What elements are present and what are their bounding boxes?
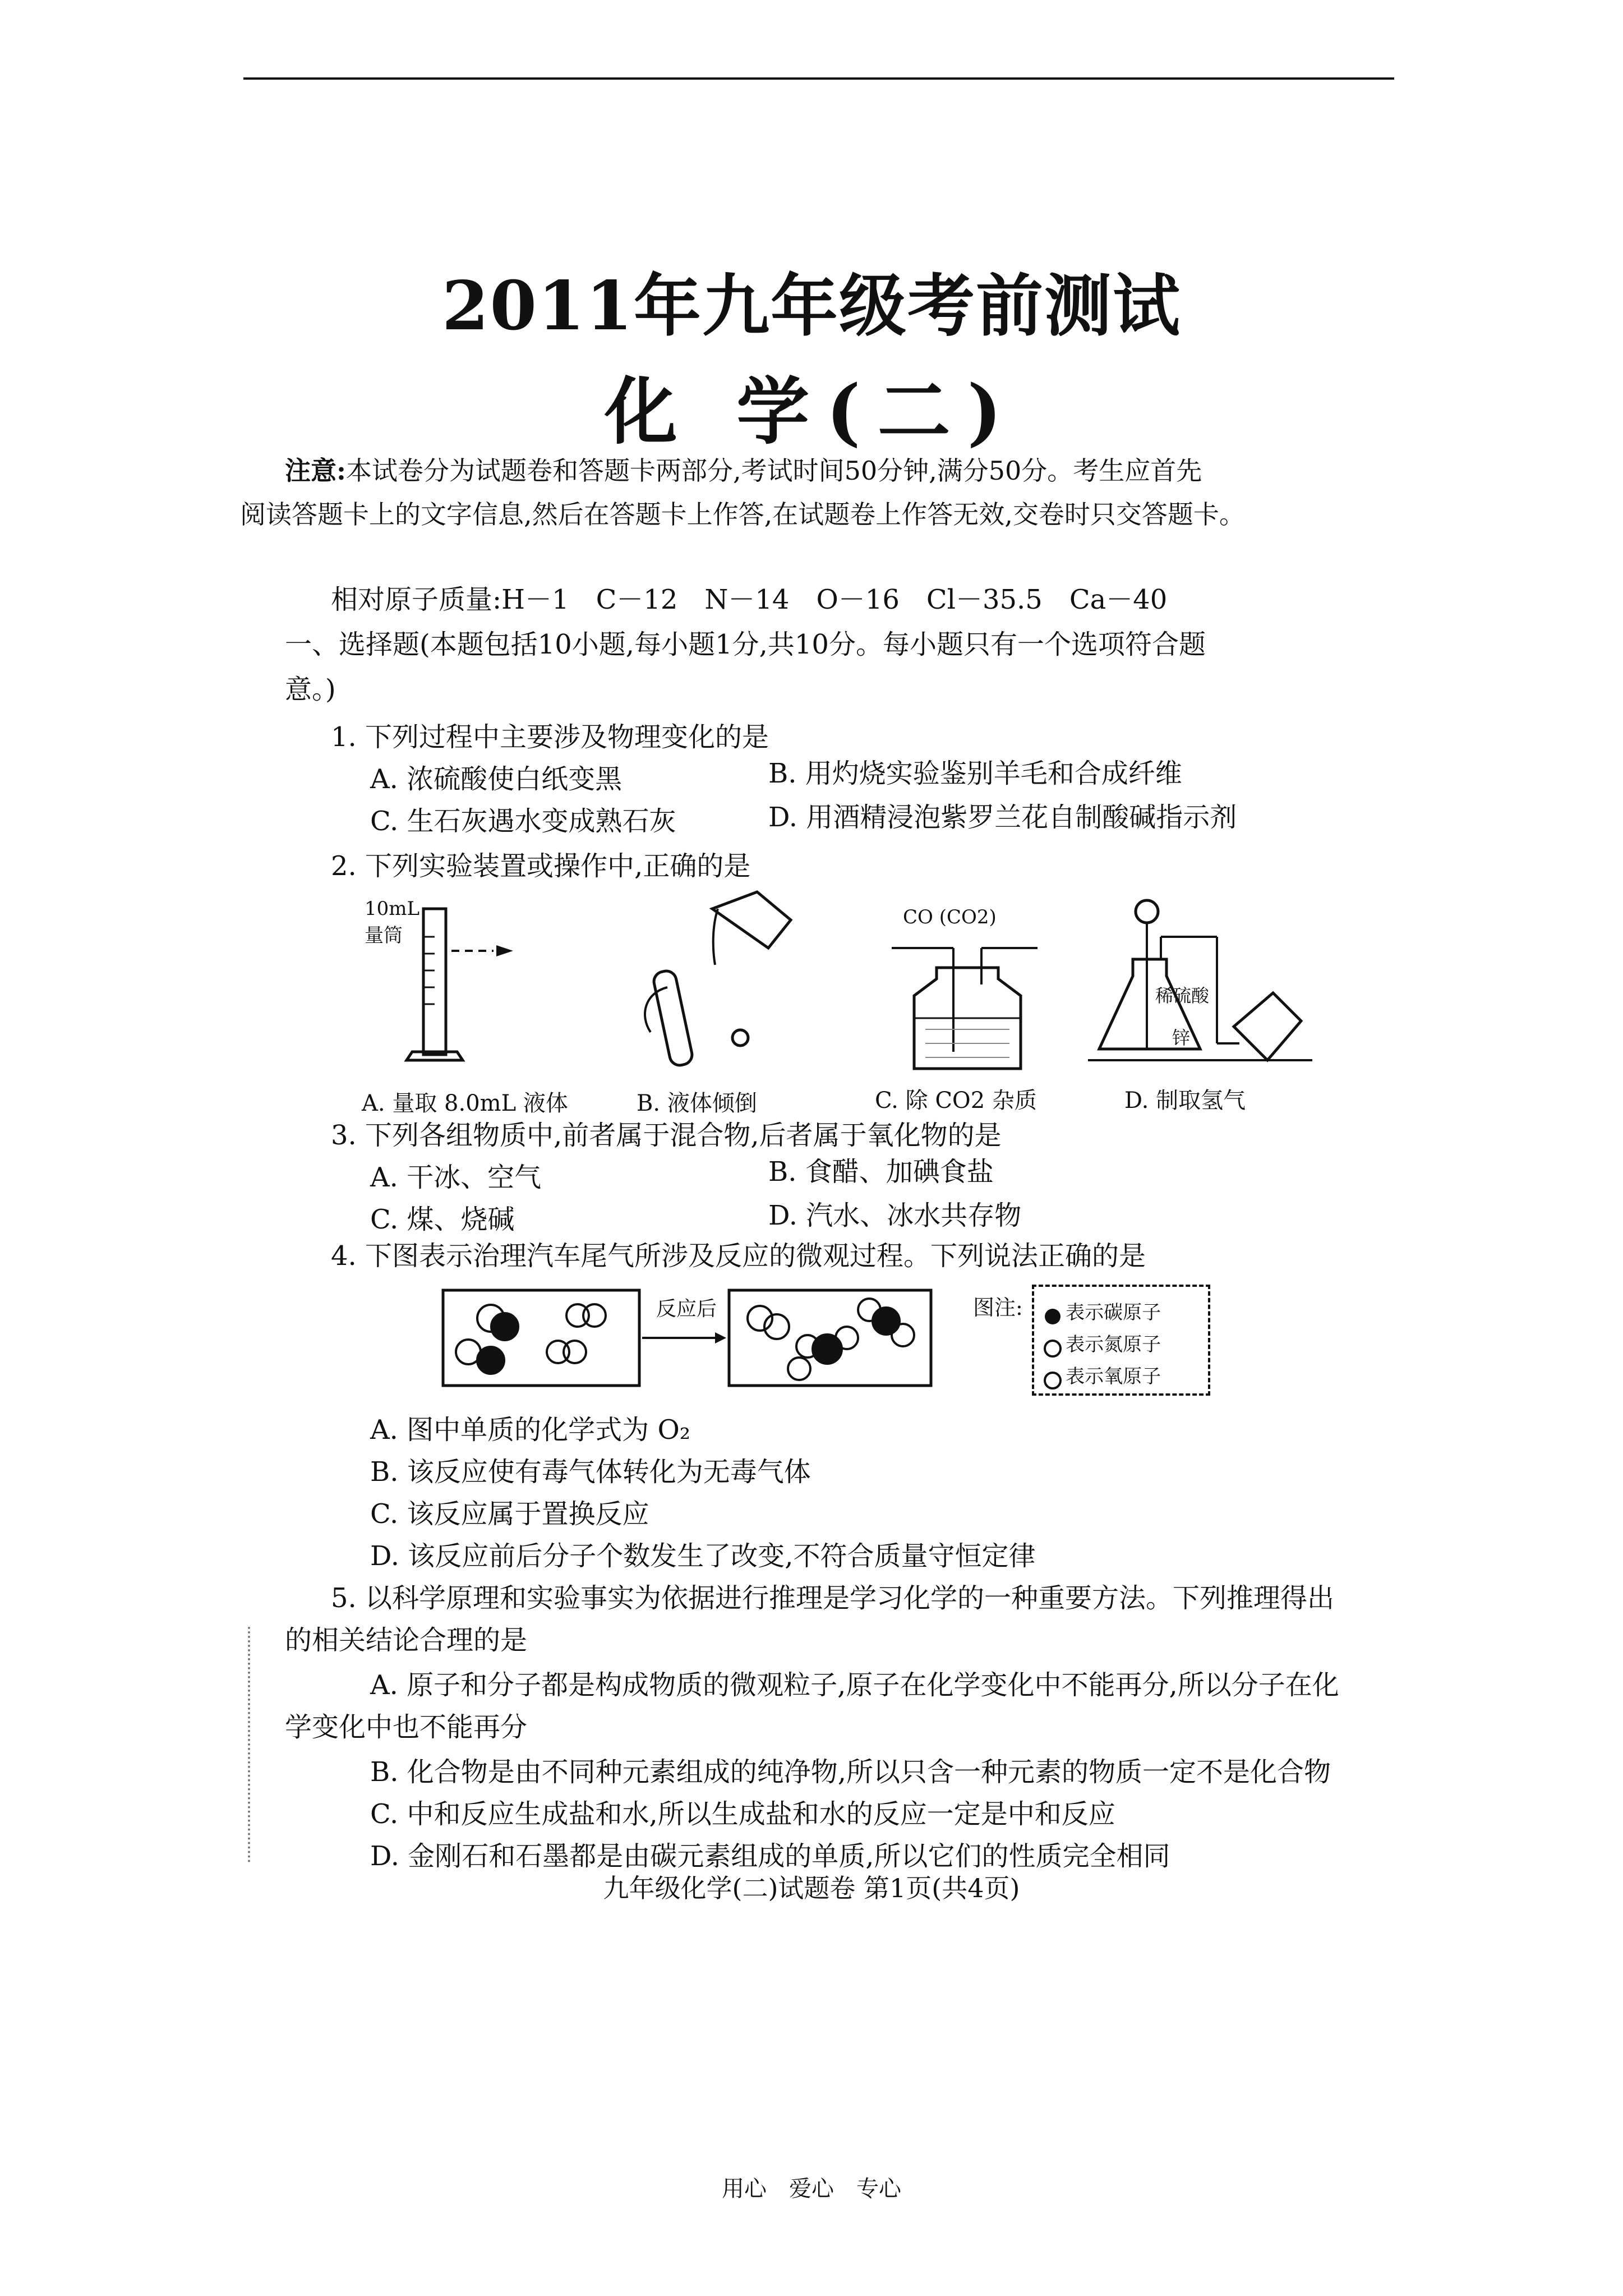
exam-subtitle: 化 学(二): [604, 369, 1019, 454]
nitrogen-atom-icon: [1043, 1338, 1063, 1359]
q5-stem-cont: 的相关结论合理的是: [285, 1625, 528, 1656]
legend-oxygen: [1043, 1361, 1161, 1391]
q5-stem: 5. 以科学原理和实验事实为依据进行推理是学习化学的一种重要方法。下列推理得出: [331, 1582, 1335, 1614]
gas-washing-bottle-icon: [869, 906, 1082, 1074]
q5-option-a: A. 原子和分子都是构成物质的微观粒子,原子在化学变化中不能再分,所以分子在化: [370, 1669, 1339, 1701]
exam-title: 2011年九年级考前测试: [442, 266, 1181, 346]
bottom-slogan: 用心 爱心 专心: [722, 2176, 901, 2202]
q5-option-d: D. 金刚石和石墨都是由碳元素组成的单质,所以它们的性质完全相同: [370, 1841, 1170, 1872]
q2-caption-b: B. 液体倾倒: [637, 1091, 757, 1116]
notice-line2: 阅读答题卡上的文字信息,然后在答题卡上作答,在试题卷上作答无效,交卷时只交答题卡。: [240, 499, 1245, 530]
q1-stem: 1. 下列过程中主要涉及物理变化的是: [331, 721, 769, 753]
legend-carbon: [1043, 1297, 1161, 1327]
q1-option-a: A. 浓硫酸使白纸变黑: [370, 763, 623, 795]
legend-nitrogen: [1043, 1329, 1161, 1359]
binding-margin-dots: [248, 1627, 252, 1862]
q1-option-c: C. 生石灰遇水变成熟石灰: [370, 806, 676, 837]
legend-nitrogen-text: 表示氮原子: [1066, 1333, 1161, 1356]
q2-stem: 2. 下列实验装置或操作中,正确的是: [331, 850, 751, 882]
top-rule: [243, 77, 1394, 80]
q1-option-d: D. 用酒精浸泡紫罗兰花自制酸碱指示剂: [768, 802, 1237, 833]
q4-option-b: B. 该反应使有毒气体转化为无毒气体: [370, 1456, 811, 1488]
q3-option-d: D. 汽水、冰水共存物: [768, 1200, 1022, 1231]
legend-oxygen-text: 表示氧原子: [1066, 1365, 1161, 1388]
q4-option-a: A. 图中单质的化学式为 O₂: [370, 1414, 691, 1446]
graduated-cylinder-icon: [359, 898, 561, 1077]
legend-carbon-text: 表示碳原子: [1066, 1301, 1161, 1324]
q5-option-a-cont: 学变化中也不能再分: [285, 1711, 528, 1743]
q3-option-c: C. 煤、烧碱: [370, 1204, 515, 1235]
notice: [240, 449, 1390, 536]
carbon-atom-icon: [1043, 1306, 1063, 1327]
page-footer: 九年级化学(二)试题卷 第1页(共4页): [603, 1873, 1020, 1903]
acid-label: 稀硫酸: [1155, 985, 1210, 1006]
cylinder-volume-label: 10mL: [365, 898, 420, 920]
section1-heading: 一、选择题(本题包括10小题,每小题1分,共10分。每小题只有一个选项符合题: [285, 629, 1206, 660]
q3-stem: 3. 下列各组物质中,前者属于混合物,后者属于氧化物的是: [331, 1120, 1002, 1151]
q2-figure-a: [359, 898, 561, 1077]
q4-legend-title: 图注:: [973, 1295, 1023, 1320]
q2-caption-d: D. 制取氢气: [1124, 1088, 1246, 1114]
q2-figure-d: [1088, 898, 1312, 1077]
q2-figure-b-pouring-icon: [628, 886, 808, 1077]
q2-figure-c: [869, 906, 1082, 1074]
cylinder-name-label: 量筒: [365, 924, 403, 947]
notice-line1: 本试卷分为试题卷和答题卡两部分,考试时间50分钟,满分50分。考生应首先: [345, 455, 1202, 486]
zinc-label: 锌: [1172, 1027, 1191, 1048]
q3-option-a: A. 干冰、空气: [370, 1162, 542, 1193]
oxygen-atom-icon: [1043, 1370, 1063, 1391]
q1-option-b: B. 用灼烧实验鉴别羊毛和合成纤维: [768, 758, 1182, 789]
gas-label: CO (CO2): [903, 906, 997, 928]
notice-label: 注意:: [285, 455, 346, 486]
q5-option-c: C. 中和反应生成盐和水,所以生成盐和水的反应一定是中和反应: [370, 1798, 1115, 1830]
q4-stem: 4. 下图表示治理汽车尾气所涉及反应的微观过程。下列说法正确的是: [331, 1240, 1146, 1272]
q5-option-b: B. 化合物是由不同种元素组成的纯净物,所以只含一种元素的物质一定不是化合物: [370, 1756, 1331, 1788]
q4-arrow-label: 反应后: [656, 1297, 717, 1320]
q4-option-c: C. 该反应属于置换反应: [370, 1498, 649, 1530]
section1-heading-cont: 意。): [285, 674, 336, 705]
q2-caption-c: C. 除 CO2 杂质: [875, 1088, 1037, 1114]
q4-option-d: D. 该反应前后分子个数发生了改变,不符合质量守恒定律: [370, 1540, 1036, 1572]
q4-legend: [1032, 1285, 1210, 1396]
q2-caption-a: A. 量取 8.0mL 液体: [362, 1091, 568, 1116]
atomic-masses: 相对原子质量:H－1 C－12 N－14 O－16 Cl－35.5 Ca－40: [331, 584, 1168, 615]
q3-option-b: B. 食醋、加碘食盐: [768, 1156, 994, 1188]
